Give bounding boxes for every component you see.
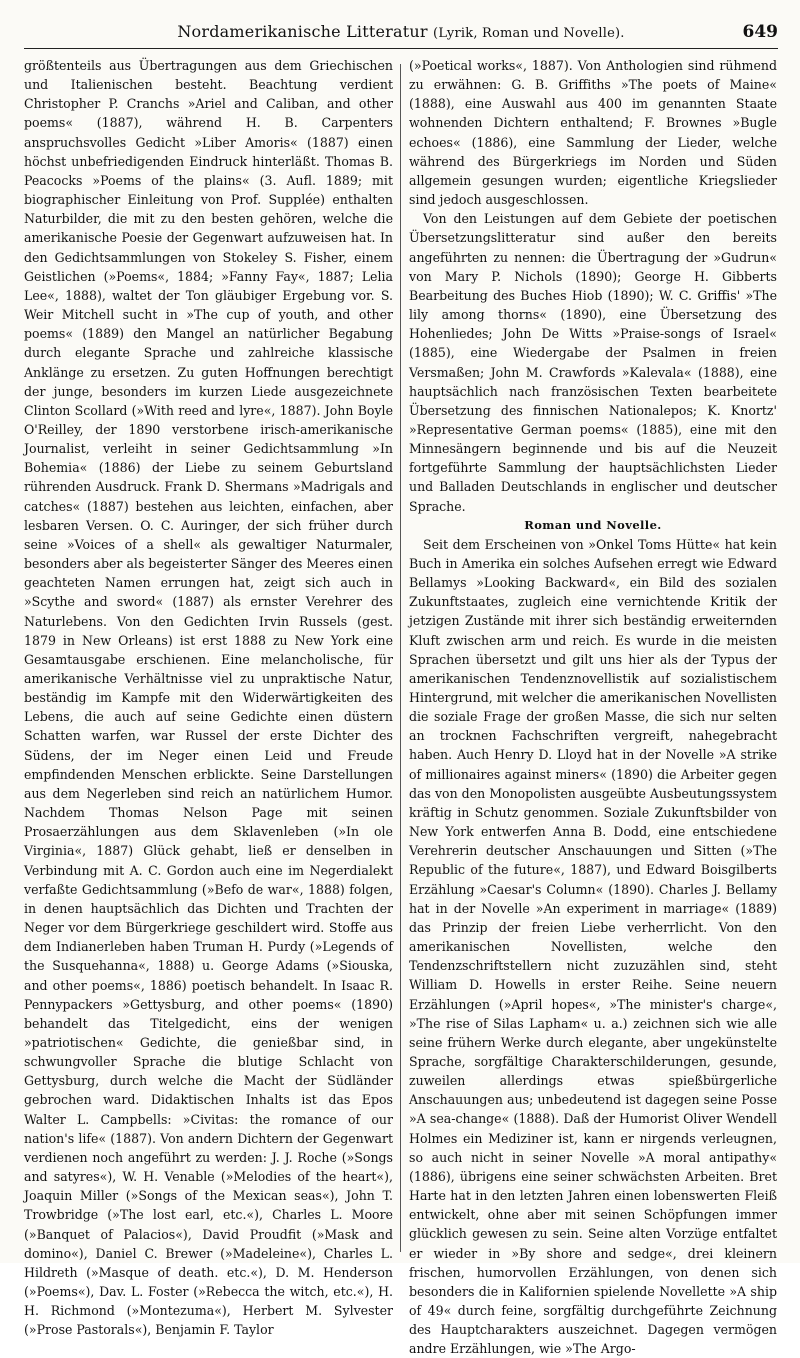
- right-paragraph-2: Von den Leistungen auf dem Gebiete der poetischen Übersetzungslitteratur sind außer den bereits angeführten zu nennen: die Übertragung der »Gudrun« von Mary P. Nichols (1890); George H. Gibberts Bearbeitung des Buches Hiob (1890); W. C. Griffis' »The lily among thorns« (1890), eine Übersetzung des Hohenliedes; John De Witts »Praise-songs of Israel« (1885), eine Wiedergabe der Psalmen in freien Versmaßen; John M. Crawfords »Kalevala« (1888), eine hauptsächlich nach französischen Texten bearbeitete Übersetzung des finnischen Nationalepos; K. Knortz' »Representative German poems« (1885), eine mit den Minnesängern beginnende und bis auf die Neuzeit fortgeführte Sammlung der hauptsächlichsten Lieder und Balladen Deutschlands in englischer und deutscher Sprache.: [409, 211, 777, 514]
- page-number: 649: [742, 22, 778, 42]
- page-header: [24, 8, 778, 49]
- left-paragraph-1: größtenteils aus Übertragungen aus dem Griechischen und Italienischen besteht. Beachtung verdient Christopher P. Cranchs »Ariel and Caliban, and other poems« (1887), während H. B. Carpenters anspruchsvolles Gedicht »Liber Amoris« (1887) einen höchst unbefriedigenden Eindruck hinterläßt. Thomas B. Peacocks »Poems of the plains« (3. Aufl. 1889; mit biographischer Einleitung von Prof. Supplée) enthalten Naturbilder, die mit zu den besten gehören, welche die amerikanische Poesie der Gegenwart aufzuweisen hat. In den Gedichtsammlungen von Stokeley S. Fisher, einem Geistlichen (»Poems«, 1884; »Fanny Fay«, 1887; Lelia Lee«, 1888), waltet der Ton gläubiger Ergebung vor. S. Weir Mitchell sucht in »The cup of youth, and other poems« (1889) den Mangel an natürlicher Begabung durch elegante Sprache und zahlreiche klassische Anklänge zu ersetzen. Zu guten Hoffnungen berechtigt der junge, besonders im kurzen Liede ausgezeichnete Clinton Scollard (»With reed and lyre«, 1887). John Boyle O'Reilley, der 1890 verstorbene irisch-amerikanische Journalist, verleiht in seiner Gedichtsammlung »In Bohemia« (1886) der Liebe zu seinem Geburtsland rührenden Ausdruck. Frank D. Shermans »Madrigals and catches« (1887) bestehen aus leichten, einfachen, aber lesbaren Versen. O. C. Auringer, der sich früher durch seine »Voices of a shell« als gewaltiger Naturmaler, besonders aber als begeisterter Sänger des Meeres einen geachteten Namen errungen hat, zeigt sich auch in »Scythe and sword« (1887) als ernster Verehrer des Naturlebens. Von den Gedichten Irvin Russels (gest. 1879 in New Orleans) ist erst 1888 zu New York eine Gesamtausgabe erschienen. Eine melancholische, für amerikanische Verhältnisse viel zu unpraktische Natur, beständig im Kampfe mit den Widerwärtigkeiten des Lebens, die auch auf seine Gedichte einen düstern Schatten warfen, war Russel der erste Dichter des Südens, der im Neger einen Leid und Freude empfindenden Menschen erblickte. Seine Darstellungen aus dem Negerleben sind reich an natürlichem Humor. Nachdem Thomas Nelson Page mit seinen Prosaerzählungen aus dem Sklavenleben (»In ole Virginia«, 1887) Glück gehabt, ließ er denselben in Verbindung mit A. C. Gordon auch eine im Negerdialekt verfaßte Gedichtsammlung (»Befo de war«, 1888) folgen, in denen hauptsächlich das Dichten und Trachten der Neger vor dem Bürgerkriege geschildert wird. Stoffe aus dem Indianerleben haben Truman H. Purdy (»Legends of the Susquehanna«, 1888) u. George Adams (»Siouska, and other poems«, 1886) poetisch behandelt. In Isaac R. Pennypackers »Gettysburg, and other poems« (1890) behandelt das Titelgedicht, eins der wenigen »patriotischen« Gedichte, die genießbar sind, in schwungvoller Sprache die blutige Schlacht von Gettysburg, durch welche die Macht der Südländer gebrochen ward. Didaktischen Inhalts ist das Epos Walter L. Campbells: »Civitas: the romance of our nation's life« (1887). Von andern Dichtern der Gegenwart verdienen noch angeführt zu werden: J. J. Roche (»Songs and satyres«), W. H. Venable (»Melodies of the heart«), Joaquin Miller (»Songs of the Mexican seas«), John T. Trowbridge (»The lost earl, etc.«), Charles L. Moore (»Banquet of Palacios«), David Proudfit (»Mask and domino«), Daniel C. Brewer (»Madeleine«), Charles L. Hildreth (»Masque of death. etc.«), D. M. Henderson (»Poems«), Dav. L. Foster (»Rebecca the witch, etc.«), H. H. Richmond (»Montezuma«), Herbert M. Sylvester (»Prose Pastorals«), Benjamin F. Taylor: [24, 58, 393, 1338]
- running-title-subtitle: (Lyrik, Roman und Novelle).: [433, 26, 625, 41]
- section-heading: Roman und Novelle.: [524, 517, 662, 532]
- running-title: [24, 22, 778, 41]
- right-column: [409, 56, 777, 1357]
- running-title-main: Nordamerikanische Litteratur: [177, 22, 428, 41]
- right-paragraph-1: (»Poetical works«, 1887). Von Anthologien sind rühmend zu erwähnen: G. B. Griffiths »The poets of Maine« (1888), eine Auswahl aus 400 im genannten Staate wohnenden Dichtern enthaltend; F. Brownes »Bugle echoes« (1886), eine Sammlung der Lieder, welche während des Bürgerkriegs im Norden und Süden allgemein gesungen wurden; eigentliche Kriegslieder sind jedoch ausgeschlossen.: [409, 58, 777, 208]
- left-column: [24, 56, 393, 1338]
- column-divider: [400, 64, 401, 1252]
- right-paragraph-3: Seit dem Erscheinen von »Onkel Toms Hütte« hat kein Buch in Amerika ein solches Aufsehen erregt wie Edward Bellamys »Looking Backward«, ein Bild des sozialen Zukunftstaates, zugleich eine vernichtende Kritik der jetzigen Zustände mit ihrer sich beständig erweiternden Kluft zwischen arm und reich. Es wurde in die meisten Sprachen übersetzt und gilt uns hier als der Typus der amerikanischen Tendenznovellistik auf sozialistischem Hintergrund, mit welcher die amerikanischen Novellisten die soziale Frage der großen Masse, die sich nur selten an trocknen Fachschriften vergreift, nahegebracht haben. Auch Henry D. Lloyd hat in der Novelle »A strike of millionaires against miners« (1890) die Arbeiter gegen das von den Monopolisten ausgeübte Ausbeutungssystem kräftig in Schutz genommen. Soziale Zukunftsbilder von New York entwerfen Anna B. Dodd, eine entschiedene Verehrerin deutscher Anschauungen und Sitten (»The Republic of the future«, 1887), und Edward Boisgilberts Erzählung »Caesar's Column« (1890). Charles J. Bellamy hat in der Novelle »An experiment in marriage« (1889) das Prinzip der freien Liebe verherrlicht. Von den amerikanischen Novellisten, welche den Tendenzschriftstellern nicht zuzuzählen sind, steht William D. Howells in erster Reihe. Seine neuern Erzählungen (»April hopes«, »The minister's charge«, »The rise of Silas Lapham« u. a.) zeichnen sich wie alle seine frühern Werke durch elegante, aber ungekünstelte Sprache, sorgfältige Charakterschilderungen, gesunde, zuweilen allerdings etwas spießbürgerliche Anschauungen aus; unbedeutend ist dagegen seine Posse »A sea-change« (1888). Daß der Humorist Oliver Wendell Holmes ein Mediziner ist, kann er nirgends verleugnen, so auch nicht in seiner Novelle »A moral antipathy« (1886), übrigens eine seiner schwächsten Arbeiten. Bret Harte hat in den letzten Jahren einen lobenswerten Fleiß entwickelt, ohne aber mit seinen Schöpfungen immer glücklich gewesen zu sein. Seine alten Vorzüge entfaltet er wieder in »By shore and sedge«, drei kleinern frischen, humorvollen Erzählungen, von denen sich besonders die in Kalifornien spielende Novellette »A ship of 49« durch feine, sorgfältig durchgeführte Zeichnung des Hauptcharakters auszeichnet. Dagegen vermögen andre Erzählungen, wie »The Argo-: [409, 536, 777, 1357]
